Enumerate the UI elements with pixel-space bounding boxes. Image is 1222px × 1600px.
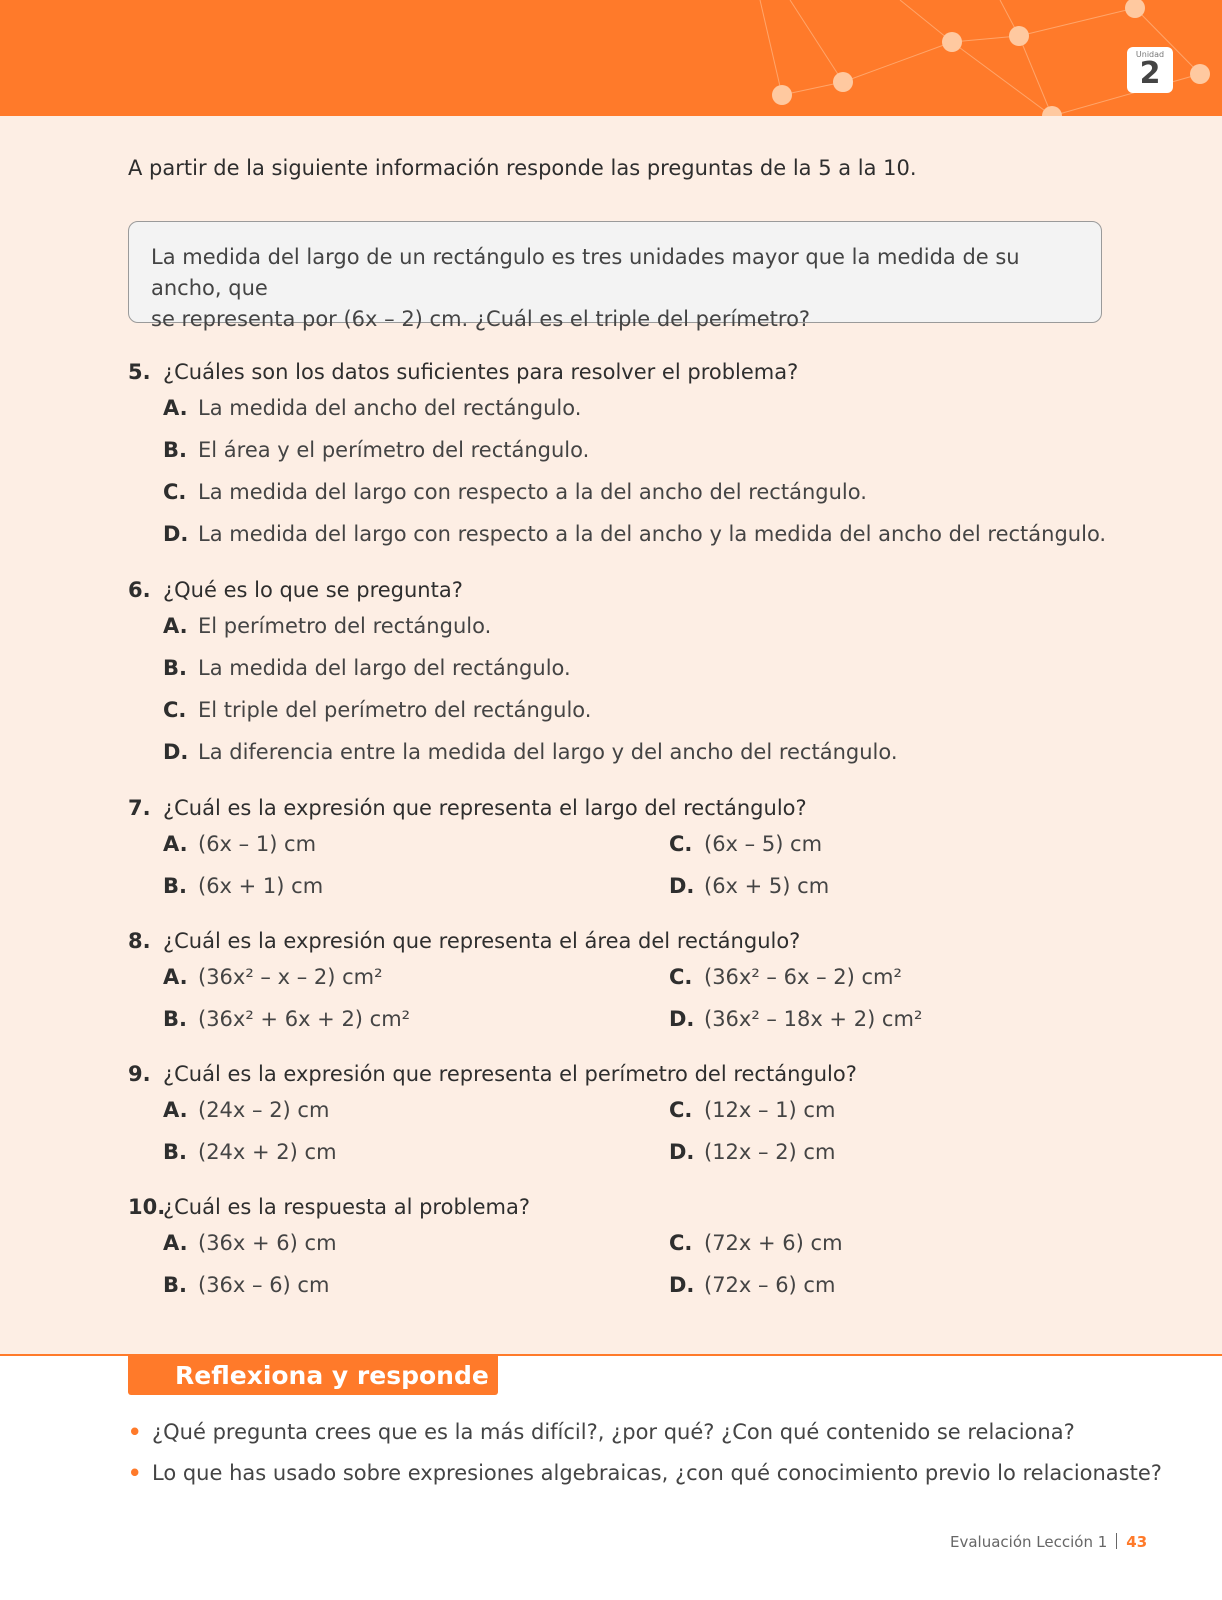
question-text: ¿Cuál es la respuesta al problema? bbox=[163, 1195, 531, 1219]
question-10 bbox=[128, 1192, 1108, 1306]
question-number: 8. bbox=[128, 929, 151, 953]
option-b[interactable]: B. (24x + 2) cm bbox=[163, 1140, 337, 1164]
question-8 bbox=[128, 926, 1108, 1040]
option-d[interactable]: D. (12x – 2) cm bbox=[669, 1140, 836, 1164]
option-c[interactable]: C. (72x + 6) cm bbox=[669, 1231, 843, 1255]
option-b[interactable]: B. (36x² + 6x + 2) cm² bbox=[163, 1007, 411, 1031]
reflect-heading: Reflexiona y responde bbox=[128, 1356, 498, 1395]
problem-line-2: se representa por (6x – 2) cm. ¿Cuál es el triple del perímetro? bbox=[151, 307, 811, 331]
network-decoration bbox=[0, 0, 1222, 116]
problem-box bbox=[128, 221, 1102, 331]
footer-section: Evaluación Lección 1 bbox=[950, 1533, 1108, 1551]
option-a[interactable]: A. (36x + 6) cm bbox=[163, 1231, 337, 1255]
unit-badge bbox=[1127, 47, 1173, 93]
question-5 bbox=[128, 357, 1108, 555]
option-b[interactable]: B. El área y el perímetro del rectángulo. bbox=[163, 438, 590, 462]
option-d[interactable]: D. (6x + 5) cm bbox=[669, 874, 830, 898]
option-a[interactable]: A. (6x – 1) cm bbox=[163, 832, 317, 856]
question-9 bbox=[128, 1059, 1108, 1173]
option-d[interactable]: D. (36x² – 18x + 2) cm² bbox=[669, 1007, 923, 1031]
option-b[interactable]: B. (36x – 6) cm bbox=[163, 1273, 330, 1297]
option-d[interactable]: D. La medida del largo con respecto a la del ancho y la medida del ancho del rectángulo. bbox=[163, 522, 1107, 546]
option-c[interactable]: C. La medida del largo con respecto a la del ancho del rectángulo. bbox=[163, 480, 867, 504]
option-d[interactable]: D. (72x – 6) cm bbox=[669, 1273, 836, 1297]
page-footer bbox=[950, 1533, 1147, 1551]
intro-text: A partir de la siguiente información responde las preguntas de la 5 a la 10. bbox=[128, 156, 917, 180]
option-c[interactable]: C. (36x² – 6x – 2) cm² bbox=[669, 965, 902, 989]
option-b[interactable]: B. La medida del largo del rectángulo. bbox=[163, 656, 571, 680]
option-a[interactable]: A. La medida del ancho del rectángulo. bbox=[163, 396, 582, 420]
question-number: 6. bbox=[128, 578, 151, 602]
option-a[interactable]: A. El perímetro del rectángulo. bbox=[163, 614, 492, 638]
bullet-icon: • bbox=[128, 1461, 142, 1485]
footer-divider bbox=[1116, 1533, 1117, 1549]
option-c[interactable]: C. (6x – 5) cm bbox=[669, 832, 823, 856]
page-number: 43 bbox=[1126, 1533, 1148, 1551]
question-text: ¿Qué es lo que se pregunta? bbox=[163, 578, 463, 602]
question-number: 7. bbox=[128, 796, 151, 820]
option-d[interactable]: D. La diferencia entre la medida del largo y del ancho del rectángulo. bbox=[163, 740, 898, 764]
option-b[interactable]: B. (6x + 1) cm bbox=[163, 874, 324, 898]
question-number: 10. bbox=[128, 1195, 166, 1219]
question-7 bbox=[128, 793, 1108, 907]
bullet-icon: • bbox=[128, 1420, 142, 1444]
reflect-bullet-1: • ¿Qué pregunta crees que es la más difícil?, ¿por qué? ¿Con qué contenido se relaciona? bbox=[128, 1420, 1075, 1444]
reflect-bullet-2: • Lo que has usado sobre expresiones algebraicas, ¿con qué conocimiento previo lo relacionaste? bbox=[128, 1461, 1162, 1485]
unit-number: 2 bbox=[1139, 56, 1161, 91]
option-c[interactable]: C. El triple del perímetro del rectángulo. bbox=[163, 698, 592, 722]
option-c[interactable]: C. (12x – 1) cm bbox=[669, 1098, 836, 1122]
option-a[interactable]: A. (36x² – x – 2) cm² bbox=[163, 965, 383, 989]
option-a[interactable]: A. (24x – 2) cm bbox=[163, 1098, 330, 1122]
question-text: ¿Cuál es la expresión que representa el perímetro del rectángulo? bbox=[163, 1062, 857, 1086]
question-text: ¿Cuáles son los datos suficientes para resolver el problema? bbox=[163, 360, 799, 384]
problem-line-1: La medida del largo de un rectángulo es tres unidades mayor que la medida de su ancho, que bbox=[151, 245, 1020, 300]
question-number: 9. bbox=[128, 1062, 151, 1086]
question-text: ¿Cuál es la expresión que representa el área del rectángulo? bbox=[163, 929, 801, 953]
unit-label: Unidad bbox=[1135, 50, 1165, 59]
question-number: 5. bbox=[128, 360, 151, 384]
page-header bbox=[0, 0, 1222, 116]
question-6 bbox=[128, 575, 1108, 773]
question-text: ¿Cuál es la expresión que representa el largo del rectángulo? bbox=[163, 796, 807, 820]
